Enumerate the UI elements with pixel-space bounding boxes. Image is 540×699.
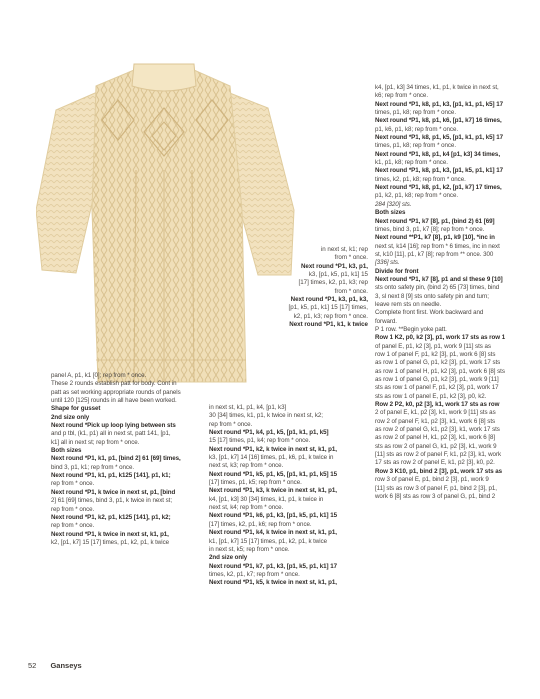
text-line: Next round *P1, k1, p1, [bind 2] 61 [69] times, — [51, 455, 181, 463]
text-line: Next round *P1, k2, k twice in next st, k1, p1, — [209, 445, 337, 453]
text-line: k1, p1, k8; rep from * once. — [375, 159, 448, 167]
text-line: [17] times, p1, k5; rep from * once. — [209, 479, 302, 487]
page-footer — [28, 661, 82, 670]
text-line: 2 of panel E, k1, p2 [3], k1, work 9 [11] sts as — [375, 409, 496, 417]
text-line: forward. — [375, 317, 397, 325]
text-line: in next st, k1; rep — [320, 246, 368, 253]
text-line: Next round *P1, k7, p1, k3, [p1, k5, p1, k1] 17 — [209, 562, 337, 570]
text-line: patt as set working appropriate rounds of panels — [51, 388, 181, 396]
text-line: from * once. — [334, 287, 368, 295]
text-line: Next round *P1, k8, p1, k6, [p1, k7] 16 times, — [375, 117, 502, 125]
text-line: sts as row 1 of panel E, p1, k2 [3], p0, k2. — [375, 392, 487, 400]
text-line: [17] times, k2, p1, k3; rep — [298, 279, 368, 287]
text-line: Next round *P1, k7 [8], p1 and sl these 9 [10] — [375, 275, 503, 283]
text-line: Next round *P1, k8, p1, k2, [p1, k7] 17 times, — [375, 184, 502, 192]
text-line: rep from * once. — [51, 505, 95, 513]
text-line: row 1 of panel F, p1, k2 [3], p1, work 6 [8] sts — [375, 351, 496, 358]
text-line: rep from * once. — [51, 480, 95, 488]
text-line: rep from * once. — [51, 522, 95, 530]
text-line: 2] 61 [69] times, bind 3, p1, k twice in next st; — [51, 497, 173, 505]
text-line: as row 2 of panel H, k1, p2 [3], k1, work 6 [8] — [375, 434, 496, 442]
text-line: st, k10 [11], p1, k7 [8]; rep from ** once. 300 — [375, 250, 494, 258]
text-line: p1, k2, p1, k8; rep from * once. — [375, 192, 459, 200]
text-line: 3, sl next 8 [9] sts onto safety pin and turn; — [375, 292, 489, 300]
instructions-column-middle — [209, 404, 367, 588]
text-line: and p tbl, (k1, p1) all in next st, patt 141, [p1, — [51, 430, 171, 438]
text-line: Next round *Pick up loop lying between sts — [51, 422, 176, 430]
text-line: k2, [p1, k7] 15 [17] times, p1, k2, p1, k twice — [51, 538, 170, 546]
text-line: [17] times, k2, p1, k6; rep from * once. — [209, 520, 312, 528]
text-line: [11] sts as row 3 of panel F, p1, bind 2 [3], p1, — [375, 484, 497, 492]
sweater-illustration — [36, 60, 296, 390]
text-line: Next round *P1, k3, p1, — [300, 262, 368, 270]
text-line: Both sizes — [375, 209, 406, 217]
text-line: Both sizes — [51, 447, 82, 455]
text-line: sts as row 2 of panel G, k1, p2 [3], k1, work 9 — [375, 442, 497, 450]
notch-text — [264, 246, 368, 329]
text-line: k3, [p1, k7] 14 [16] times, p1, k6, p1, k twice in — [209, 454, 334, 462]
text-line: next st, k3; rep from * once. — [209, 462, 284, 470]
text-line: as row 1 of panel H, p1, k2 [3], p1, work 6 [8] sts — [375, 367, 505, 375]
text-line: next st, k14 [16]; rep from * 6 times, inc in next — [375, 242, 500, 250]
text-line: Row 1 K2, p0, k2 [3], p1, work 17 sts as row 1 — [375, 334, 506, 342]
text-line: sts as row 1 of panel F, p1, k2 [3], p1, work 17 — [375, 384, 499, 392]
text-line: 2nd size only — [209, 554, 248, 562]
text-line: Next round *P1, k8, p1, k5, [p1, k1, p1, k5] 17 — [375, 134, 503, 142]
text-line: Next round *P1, k8, p1, k4 [p1, k3] 34 times, — [375, 150, 500, 158]
text-line: Row 2 P2, k0, p2 [3], k1, work 17 sts as row — [375, 401, 500, 409]
text-line: [11] sts as row 2 of panel F, k1, p2 [3], k1, work — [375, 451, 502, 459]
text-line: k6; rep from * once. — [375, 92, 428, 100]
text-line: row 3 of panel E, p1, bind 2 [3], p1, work 9 — [375, 476, 489, 484]
text-line: times, p1, k8; rep from * once. — [375, 109, 456, 117]
text-line: p1, k6, p1, k8; rep from * once. — [375, 125, 459, 133]
text-line: These 2 rounds establish patt for body. Cont in — [51, 380, 177, 388]
text-line: Next round **P1, k7 [8], p1, k9 [10], *inc in — [375, 234, 495, 242]
text-line: k2, p1, k3; rep from * once. — [293, 312, 368, 320]
text-line: until 120 [125] rounds in all have been worked. — [51, 397, 177, 405]
text-line: Next round *P1, k5, p1, k5, [p1, k1, p1, k5] 15 — [209, 470, 337, 478]
text-line: Next round *P1, k1, k twice — [289, 321, 368, 329]
text-line: rep from * once. — [209, 420, 253, 428]
text-line: in next st, k5; rep from * once. — [209, 545, 290, 553]
text-line: 284 [320] sts. — [375, 200, 412, 208]
text-line: times, k2, p1, k8; rep from * once. — [375, 175, 466, 183]
text-line: 2nd size only — [51, 413, 90, 421]
text-line: Divide for front — [375, 267, 419, 275]
text-line: times, p1, k8; rep from * once. — [375, 142, 456, 150]
text-line: times, bind 3, p1, k7 [8]; rep from * once. — [375, 225, 485, 233]
text-line: next st, k4; rep from * once. — [209, 504, 284, 512]
text-line: Next round *P1, k twice in next st, k1, p1, — [51, 530, 169, 538]
text-line: as row 2 of panel G, k1, p2 [3], k1, work 17 sts — [375, 426, 500, 434]
text-line: k4, [p1, k3] 34 times, k1, p1, k twice in next st, — [375, 84, 499, 91]
text-line: Next round *P1, k8, p1, k3, [p1, k1, p1, k5] 17 — [375, 100, 503, 108]
text-line: Next round *P1, k1, p1, k125 [141], p1, k1; — [51, 472, 171, 480]
text-line: Next round *P1, k6, p1, k3, [p1, k5, p1, k1] 15 — [209, 512, 337, 520]
text-line: from * once. — [334, 254, 368, 262]
text-line: Next round *P1, k8, p1, k3, [p1, k5, p1, k1] 17 — [375, 167, 503, 175]
text-line: as row 1 of panel G, p1, k2 [3], p1, work 9 [11] — [375, 376, 499, 384]
text-line: [p1, k5, p1, k1] 15 [17] times, — [288, 304, 368, 312]
text-line: times, k2, p1, k7; rep from * once. — [209, 570, 300, 578]
text-line: Next round *P1, k7 [8], p1, (bind 2) 61 [69] — [375, 217, 495, 225]
text-line: sts onto safety pin, (bind 2) 65 [73] times, bind — [375, 284, 500, 292]
text-line: Next round *P1, k4, k twice in next st, k1, p1, — [209, 529, 337, 537]
text-line: 17 sts as row 2 of panel E, k1, p2 [3], k0, p2. — [375, 459, 495, 467]
text-line: Shape for gusset — [51, 405, 101, 413]
text-line: Next round *P1, k5, k twice in next st, k1, p1, — [209, 579, 337, 587]
text-line: Next round *P1, k3, p1, k3, — [290, 296, 368, 304]
text-line: work 6 [8] sts as row 3 of panel G, p1, bind 2 — [375, 492, 496, 500]
text-line: k4, [p1, k3] 30 [34] times, k1, p1, k twice in — [209, 495, 324, 503]
text-line: Row 3 K10, p1, bind 2 [3], p1, work 17 sts as — [375, 467, 503, 475]
text-line: as row 1 of panel G, p1, k2 [3], p1, work 17 sts — [375, 359, 501, 367]
page-number: 52 — [28, 661, 37, 670]
text-line: of panel E, p1, k2 [3], p1, work 9 [11] sts as — [375, 342, 491, 350]
text-line: Next round *P1, k3, k twice in next st, k1, p1, — [209, 487, 337, 495]
instructions-column-right — [375, 84, 520, 501]
text-line: 15 [17] times, p1, k4; rep from * once. — [209, 437, 311, 445]
text-line: k1] all in next st; rep from * once. — [51, 438, 140, 446]
text-line: P 1 row. **Begin yoke patt. — [375, 325, 447, 333]
text-line: Complete front first. Work backward and — [375, 309, 484, 317]
text-line: Next round *P1, k4, p1, k5, [p1, k1, p1, k5] — [209, 429, 329, 437]
text-line: 30 [34] times, k1, p1, k twice in next st, k2; — [209, 412, 323, 420]
sweater-photo — [36, 60, 296, 390]
text-line: k1, [p1, k7] 15 [17] times, p1, k2, p1, k twice — [209, 537, 328, 545]
text-line: row 2 of panel F, k1, p2 [3], k1, work 6 [8] sts — [375, 417, 496, 425]
instructions-column-left — [51, 372, 201, 547]
text-line: Next round *P1, k2, p1, k125 [141], p1, k2; — [51, 513, 171, 521]
text-line: in next st, k1, p1, k4, [p1, k3] — [209, 404, 287, 411]
text-line: Next round *P1, k twice in next st, p1, [bind — [51, 488, 176, 496]
text-line: [336] sts. — [375, 259, 400, 267]
text-line: panel A, p1, k1 [0]; rep from * once. — [51, 372, 147, 379]
text-line: leave rem sts on needle. — [375, 300, 442, 308]
text-line: k3, [p1, k5, p1, k1] 15 — [308, 271, 368, 279]
section-title: Ganseys — [50, 661, 82, 670]
text-line: bind 3, p1, k1; rep from * once. — [51, 463, 135, 471]
